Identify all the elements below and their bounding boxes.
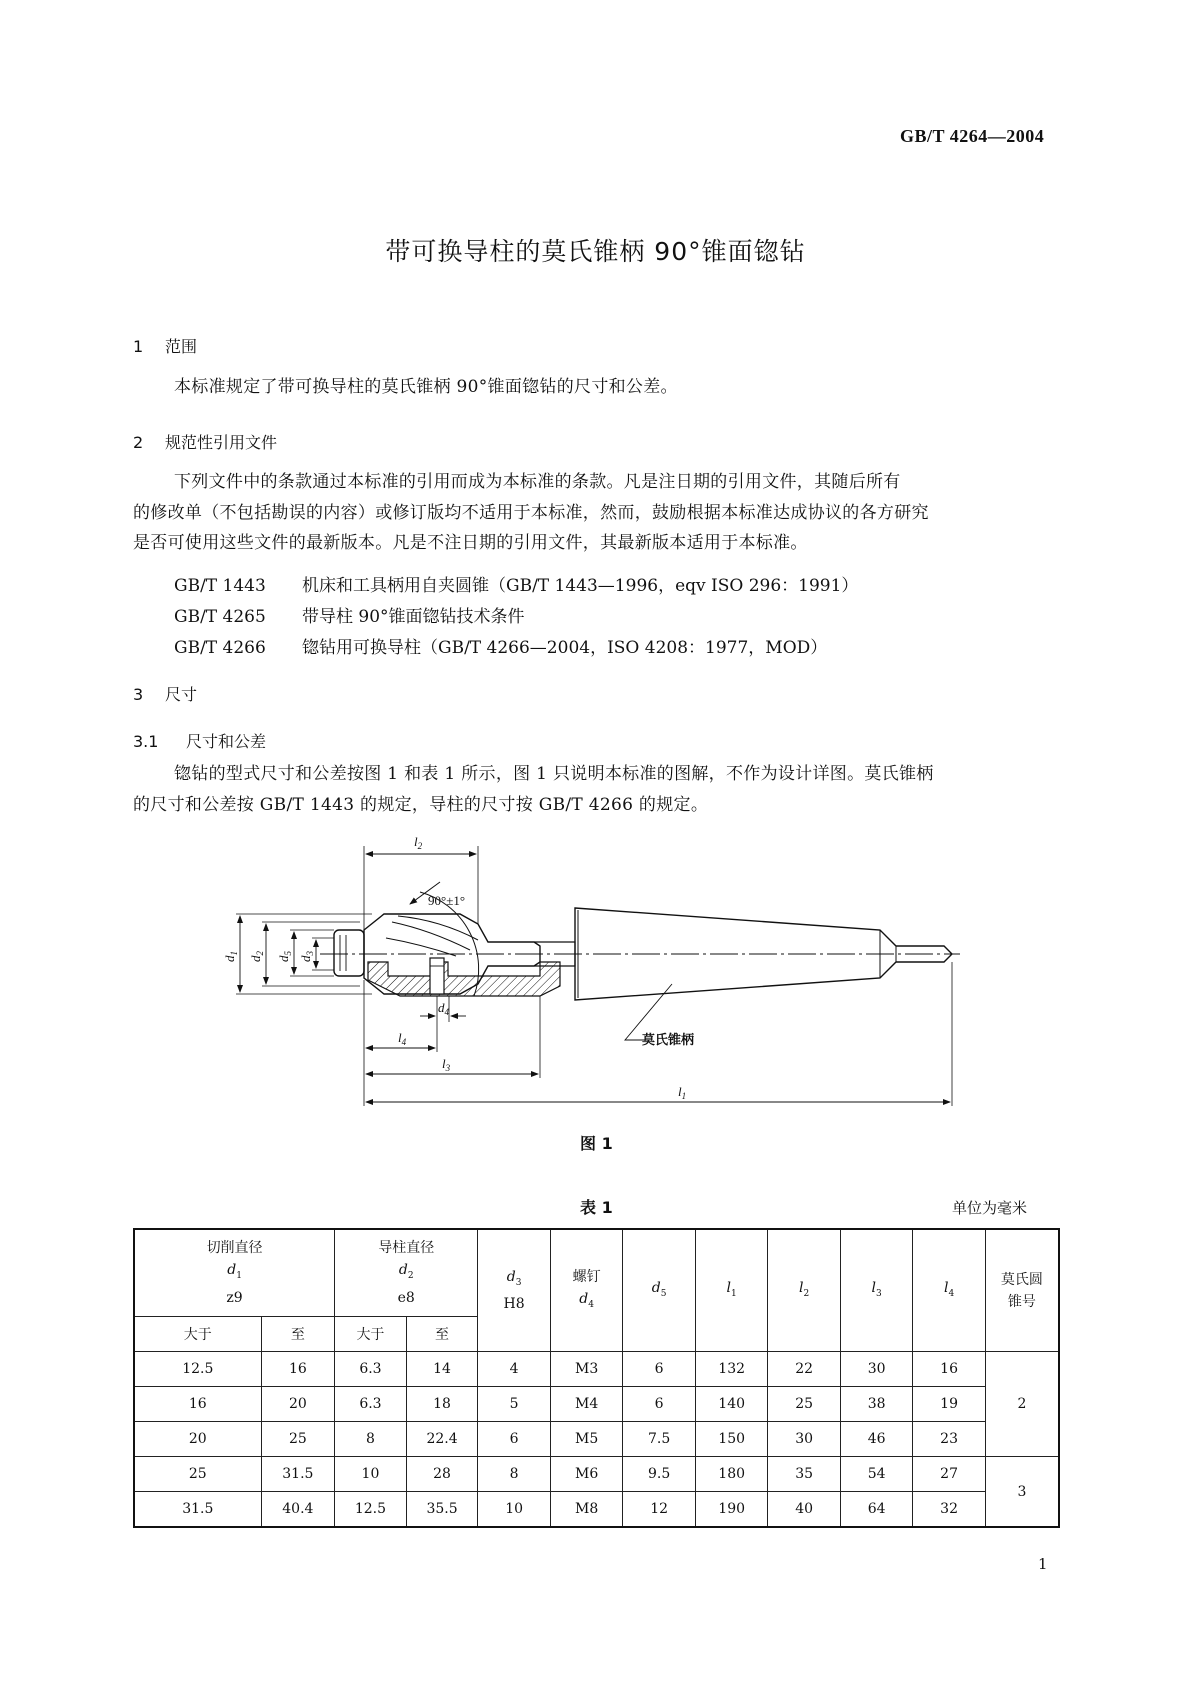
label-l2: $l_2$ bbox=[414, 834, 423, 851]
body-line: 是否可使用这些文件的最新版本。凡是不注日期的引用文件，其最新版本适用于本标准。 bbox=[133, 533, 808, 553]
section-1-body: 本标准规定了带可换导柱的莫氏锥柄 90°锥面锪钻的尺寸和公差。 bbox=[174, 377, 678, 397]
label-angle: 90°±1° bbox=[428, 893, 466, 908]
standard-code: GB/T 4264—2004 bbox=[900, 126, 1045, 146]
screw bbox=[430, 958, 444, 994]
table-row: 25 31.5 10 28 8 M6 9.5 180 35 54 27 3 bbox=[134, 1457, 1059, 1492]
header-cutting-diameter: 切削直径 $d_1$ z9 bbox=[134, 1229, 335, 1317]
morse-number: 2 bbox=[985, 1352, 1059, 1457]
header-screw: 螺钉 $d_4$ bbox=[550, 1229, 623, 1352]
reference-code: GB/T 4265 bbox=[174, 607, 266, 627]
body-line: 锪钻的型式尺寸和公差按图 1 和表 1 所示，图 1 只说明本标准的图解，不作为设计详图。莫氏锥柄 bbox=[174, 764, 934, 784]
document-title: 带可换导柱的莫氏锥柄 90°锥面锪钻 bbox=[385, 237, 806, 266]
header-pilot-diameter: 导柱直径 $d_2$ e8 bbox=[335, 1229, 478, 1317]
reference-code: GB/T 1443 bbox=[174, 576, 266, 596]
header-over: 大于 bbox=[134, 1317, 261, 1352]
header-to: 至 bbox=[406, 1317, 478, 1352]
unit-note: 单位为毫米 bbox=[952, 1199, 1028, 1217]
section-number: 2 bbox=[133, 433, 144, 452]
reference-text: 机床和工具柄用自夹圆锥（GB/T 1443—1996，eqv ISO 296：1991） bbox=[302, 576, 859, 596]
morse-number: 3 bbox=[985, 1457, 1059, 1528]
label-d3: $d_3$ bbox=[298, 951, 315, 962]
section-number: 3 bbox=[133, 685, 144, 704]
reference-code: GB/T 4266 bbox=[174, 638, 266, 658]
section-title: 范围 bbox=[165, 337, 198, 356]
header-morse-taper: 莫氏圆锥号 bbox=[985, 1229, 1059, 1352]
header-l3: $l_3$ bbox=[840, 1229, 912, 1352]
pilot-outline bbox=[334, 930, 364, 976]
header-l2: $l_2$ bbox=[768, 1229, 840, 1352]
section-title: 规范性引用文件 bbox=[165, 433, 278, 452]
table-row: 20 25 8 22.4 6 M5 7.5 150 30 46 23 bbox=[134, 1422, 1059, 1457]
body-line: 的修改单（不包括勘误的内容）或修订版均不适用于本标准，然而，鼓励根据本标准达成协议的各方研究 bbox=[133, 502, 929, 523]
body-line: 下列文件中的条款通过本标准的引用而成为本标准的条款。凡是注日期的引用文件，其随后所有 bbox=[174, 472, 901, 492]
label-d2: $d_2$ bbox=[248, 951, 265, 962]
label-d1: $d_1$ bbox=[222, 951, 239, 962]
header-l4: $l_4$ bbox=[913, 1229, 985, 1352]
body-line: 的尺寸和公差按 GB/T 1443 的规定，导柱的尺寸按 GB/T 4266 的规定。 bbox=[133, 794, 709, 815]
label-morse-shank: 莫氏锥柄 bbox=[642, 1033, 695, 1048]
section-number: 3.1 bbox=[133, 732, 159, 751]
figure-caption: 图 1 bbox=[580, 1134, 613, 1153]
header-d3: $d_3$ H8 bbox=[478, 1229, 551, 1352]
label-d5: $d_5$ bbox=[276, 951, 293, 962]
table-row: 12.5 16 6.3 14 4 M3 6 132 22 30 16 2 bbox=[134, 1352, 1059, 1387]
label-d4: $d_4$ bbox=[438, 1000, 449, 1017]
section-title: 尺寸和公差 bbox=[186, 732, 267, 751]
header-l1: $l_1$ bbox=[695, 1229, 768, 1352]
reference-text: 锪钻用可换导柱（GB/T 4266—2004，ISO 4208：1977，MOD） bbox=[302, 638, 828, 658]
table-row: 31.5 40.4 12.5 35.5 10 M8 12 190 40 64 32 bbox=[134, 1492, 1059, 1528]
table-caption: 表 1 bbox=[580, 1198, 613, 1217]
table-row: 16 20 6.3 18 5 M4 6 140 25 38 19 bbox=[134, 1387, 1059, 1422]
header-to: 至 bbox=[261, 1317, 335, 1352]
reference-text: 带导柱 90°锥面锪钻技术条件 bbox=[302, 607, 525, 627]
header-over: 大于 bbox=[335, 1317, 407, 1352]
label-l4: $l_4$ bbox=[398, 1030, 407, 1047]
section-title: 尺寸 bbox=[165, 685, 198, 704]
section-hatch bbox=[368, 962, 560, 996]
label-l1: $l_1$ bbox=[678, 1084, 687, 1101]
label-l3: $l_3$ bbox=[442, 1056, 451, 1073]
page-number: 1 bbox=[1038, 1555, 1048, 1573]
section-number: 1 bbox=[133, 337, 144, 356]
dimensions-table bbox=[133, 1228, 1060, 1528]
header-d5: $d_5$ bbox=[623, 1229, 696, 1352]
